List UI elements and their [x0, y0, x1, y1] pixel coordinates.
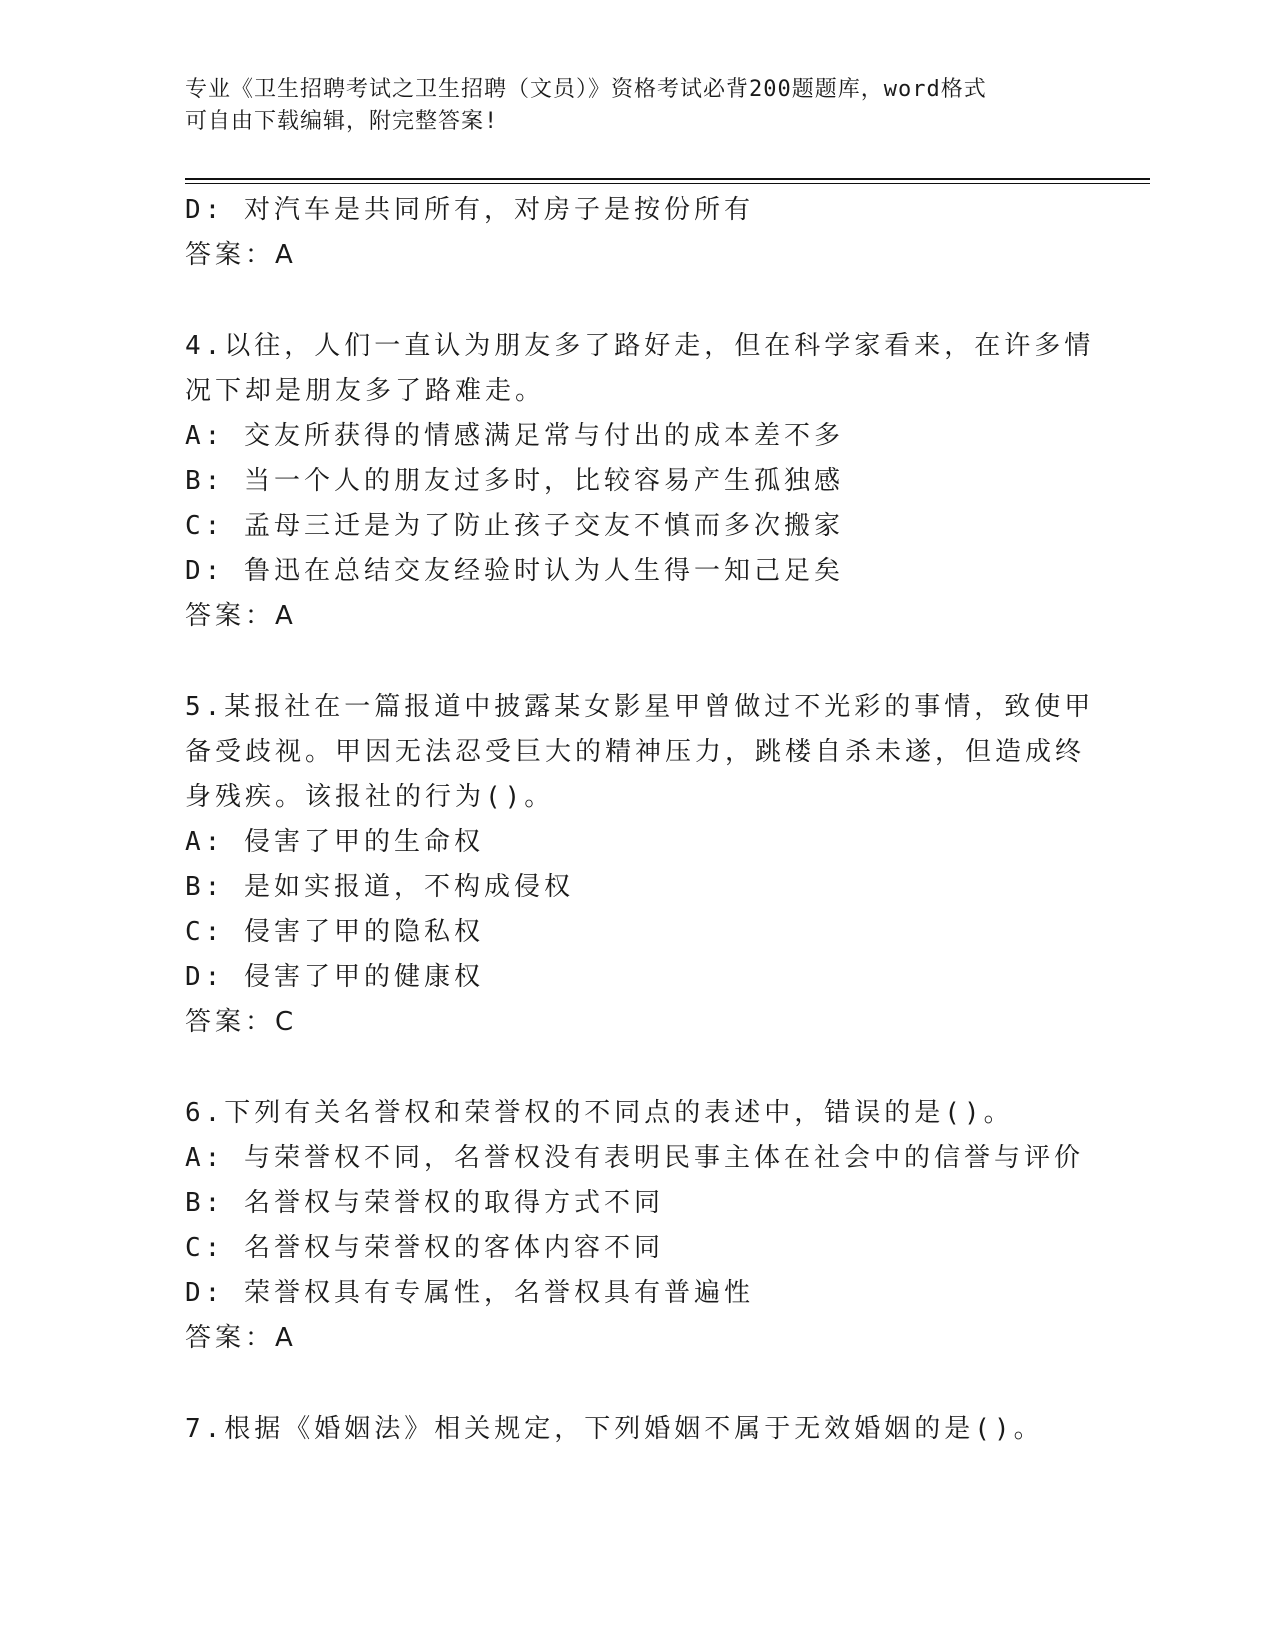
- header-title-line-1: 专业《卫生招聘考试之卫生招聘（文员）》资格考试必背200题题库，word格式: [185, 77, 987, 102]
- header-title-line-2: 可自由下载编辑，附完整答案!: [185, 109, 499, 134]
- answer-line: 答案：A: [185, 240, 297, 270]
- header-divider-thick: [185, 178, 1150, 180]
- option-a: A: 与荣誉权不同，名誉权没有表明民事主体在社会中的信誉与评价: [185, 1143, 1084, 1173]
- question-spacer: [185, 1045, 1085, 1091]
- option-c: C: 侵害了甲的隐私权: [185, 917, 484, 947]
- option-d: D: 鲁迅在总结交友经验时认为人生得一知己足矣: [185, 556, 844, 586]
- option-b: B: 当一个人的朋友过多时，比较容易产生孤独感: [185, 466, 844, 496]
- question-stem-line: 况下却是朋友多了路难走。: [185, 376, 546, 406]
- option-b: B: 是如实报道，不构成侵权: [185, 872, 574, 902]
- question-spacer: [185, 1361, 1085, 1407]
- question-5: [185, 685, 1095, 1045]
- answer-line: 答案：A: [185, 601, 297, 631]
- answer-line: 答案：A: [185, 1323, 297, 1353]
- option-c: C: 名誉权与荣誉权的客体内容不同: [185, 1233, 664, 1263]
- header-divider-thin: [185, 183, 1150, 184]
- question-6: [185, 1091, 1085, 1361]
- question-3-tail: [185, 188, 1085, 278]
- question-stem-line: 6.下列有关名誉权和荣誉权的不同点的表述中，错误的是()。: [185, 1098, 1014, 1128]
- question-spacer: [185, 278, 1085, 324]
- question-7: [185, 1407, 1085, 1452]
- answer-line: 答案：C: [185, 1007, 298, 1037]
- question-stem-line: 身残疾。该报社的行为()。: [185, 782, 555, 812]
- option-b: B: 名誉权与荣誉权的取得方式不同: [185, 1188, 664, 1218]
- option-d: D: 荣誉权具有专属性，名誉权具有普遍性: [185, 1278, 754, 1308]
- option-a: A: 侵害了甲的生命权: [185, 827, 484, 857]
- option-a: A: 交友所获得的情感满足常与付出的成本差不多: [185, 421, 844, 451]
- option-d: D: 侵害了甲的健康权: [185, 962, 484, 992]
- option-d: D: 对汽车是共同所有，对房子是按份所有: [185, 195, 754, 225]
- question-4: [185, 324, 1095, 639]
- page-header: [185, 74, 1065, 138]
- question-stem-line: 7.根据《婚姻法》相关规定，下列婚姻不属于无效婚姻的是()。: [185, 1414, 1044, 1444]
- question-stem-line: 备受歧视。甲因无法忍受巨大的精神压力，跳楼自杀未遂，但造成终: [185, 737, 1086, 767]
- question-stem-line: 5.某报社在一篇报道中披露某女影星甲曾做过不光彩的事情，致使甲: [185, 692, 1095, 722]
- question-list: [185, 188, 1095, 1452]
- question-stem-line: 4.以往，人们一直认为朋友多了路好走，但在科学家看来，在许多情: [185, 331, 1095, 361]
- question-spacer: [185, 639, 1085, 685]
- option-c: C: 孟母三迁是为了防止孩子交友不慎而多次搬家: [185, 511, 844, 541]
